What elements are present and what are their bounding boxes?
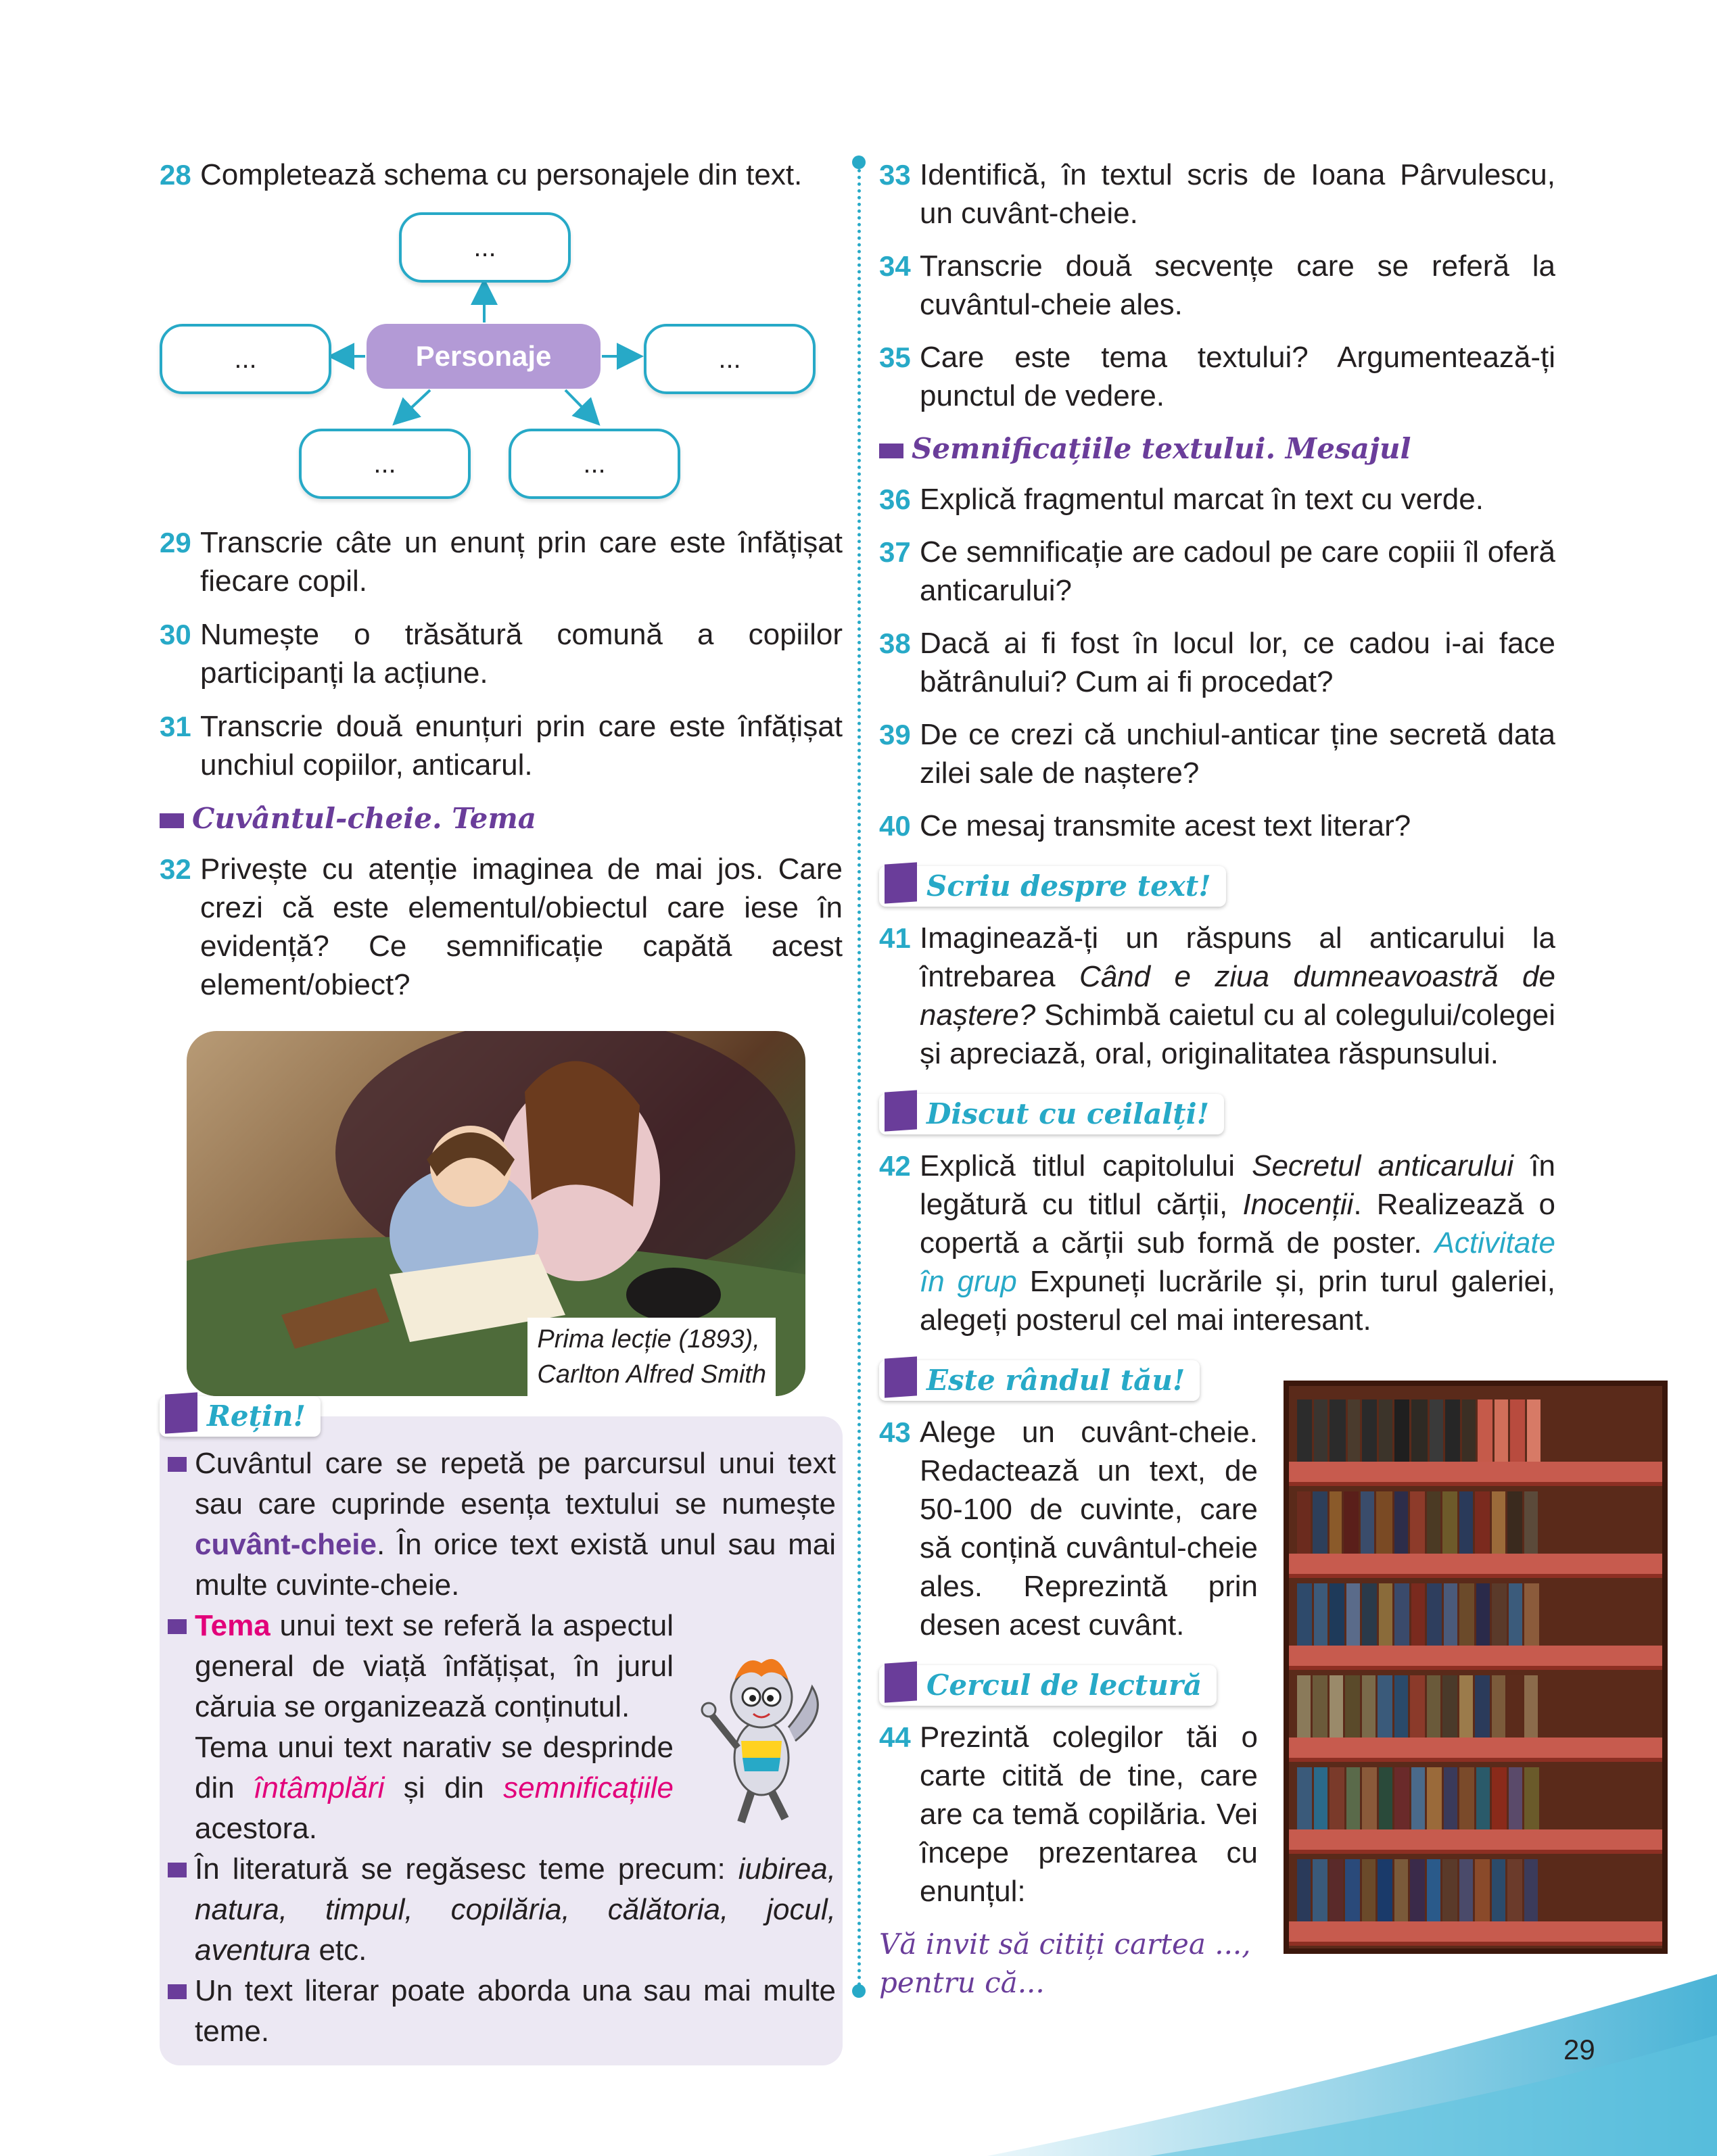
- label-text: Discut cu ceilalți!: [926, 1097, 1210, 1130]
- book-title: Inocenții: [1242, 1188, 1354, 1221]
- text: și din: [384, 1771, 504, 1804]
- caption-line-1: Prima lecție (1893),: [537, 1325, 760, 1354]
- question-number: 41: [879, 922, 911, 954]
- question-number: 38: [879, 627, 911, 659]
- question-number: 33: [879, 159, 911, 191]
- text: Un text literar poate aborda una sau mai multe teme.: [195, 1974, 836, 2048]
- keyword-cuvant-cheie: cuvânt-cheie: [195, 1528, 377, 1561]
- caption-line-2: Carlton Alfred Smith: [537, 1360, 766, 1389]
- question-text: Alege un cuvânt-cheie. Redactează un text, de 50-100 de cuvinte, care să conțină cuvântul-cheie ales. Reprezintă prin desen acest cuvânt.: [920, 1416, 1258, 1642]
- question-text: Transcrie două secvențe care se referă la cuvântul-cheie ales.: [920, 249, 1555, 321]
- question-text: Ce mesaj transmite acest text literar?: [920, 809, 1411, 842]
- question-number: 29: [160, 527, 191, 558]
- group-activity-tag: Activitate în grup: [920, 1226, 1555, 1298]
- text: Cuvântul care se repetă pe parcursul unui text sau care cuprinde esența textului se numește: [195, 1447, 836, 1520]
- question-text: Privește cu atenție imaginea de mai jos. Care crezi că este elementul/obiectul care iese în evidență? Ce semnificație capătă acest element/obiect?: [200, 853, 843, 1001]
- question-text: Numește o trăsătură comună a copiilor participanți la acțiune.: [200, 618, 843, 690]
- question-italic: Când e ziua dumneavoastră de naștere?: [920, 960, 1555, 1032]
- question-text: Schimbă caietul cu al colegului/colegei și apreciază, oral, originalitatea răspunsului.: [920, 999, 1555, 1070]
- question-number: 36: [879, 483, 911, 515]
- label-text: Scriu despre text!: [926, 869, 1211, 903]
- retin-label-text: Rețin!: [207, 1399, 306, 1433]
- text: unui text se referă la aspectul general de viață înfățișat, în jurul căruia se organizează conținutul.: [195, 1609, 674, 1723]
- diagram-node-top[interactable]: ...: [399, 212, 571, 283]
- question-text: Explică titlul capitolului: [920, 1149, 1252, 1182]
- label-text: Este rândul tău!: [926, 1364, 1185, 1397]
- keyword-tema: Tema: [195, 1609, 271, 1642]
- prompt-sentence: Vă invit să citiți cartea ..., pentru că...: [879, 1927, 1251, 1999]
- chapter-title: Secretul anticarului: [1252, 1149, 1514, 1182]
- question-number: 28: [160, 159, 191, 191]
- text: . În orice text există unul sau mai multe cuvinte-cheie.: [195, 1528, 836, 1602]
- question-number: 37: [879, 536, 911, 568]
- question-number: 32: [160, 853, 191, 885]
- question-text: De ce crezi că unchiul-anticar ține secretă data zilei sale de naștere?: [920, 718, 1555, 790]
- question-text: . Realizează o copertă a cărții sub formă de poster.: [920, 1188, 1555, 1260]
- question-text: în legătură cu titlul cărții,: [920, 1149, 1555, 1221]
- question-number: 35: [879, 341, 911, 373]
- diagram-node-left[interactable]: ...: [160, 324, 331, 394]
- question-text: Identifică, în textul scris de Ioana Pârvulescu, un cuvânt-cheie.: [920, 158, 1555, 230]
- text: În literatură se regăsesc teme precum:: [195, 1852, 738, 1886]
- question-number: 43: [879, 1416, 911, 1448]
- diagram-node-bottom-left[interactable]: ...: [299, 429, 471, 499]
- question-number: 42: [879, 1150, 911, 1182]
- question-number: 40: [879, 810, 911, 842]
- text: etc.: [310, 1934, 367, 1967]
- text: Tema unui text narativ se desprinde din: [195, 1731, 674, 1804]
- question-text: Explică fragmentul marcat în text cu verde.: [920, 483, 1484, 516]
- question-text: Expuneți lucrările și, prin turul galeriei, alegeți posterul cel mai interesant.: [920, 1265, 1556, 1337]
- label-text: Cercul de lectură: [926, 1669, 1202, 1702]
- theme-list: iubirea, natura, timpul, copilăria, călătoria, jocul, aventura: [195, 1852, 836, 1967]
- question-text: Transcrie câte un enunț prin care este înfățișat fiecare copil.: [200, 526, 843, 598]
- question-number: 34: [879, 250, 911, 282]
- section-title: Cuvântul-cheie. Tema: [192, 802, 537, 835]
- question-text: Care este tema textului? Argumentează-ți punctul de vedere.: [920, 341, 1555, 412]
- page-number: 29: [1563, 2034, 1595, 2065]
- text: acestora.: [195, 1812, 317, 1845]
- question-text: Transcrie două enunțuri prin care este înfățișat unchiul copiilor, anticarul.: [200, 710, 843, 782]
- question-text: Imaginează-ți un răspuns al anticarului la întrebarea: [920, 921, 1555, 993]
- question-number: 31: [160, 711, 191, 742]
- question-text: Completează schema cu personajele din text.: [200, 158, 803, 191]
- diagram-node-bottom-right[interactable]: ...: [509, 429, 680, 499]
- diagram-center-node: Personaje: [367, 324, 601, 389]
- diagram-node-right[interactable]: ...: [644, 324, 816, 394]
- question-number: 44: [879, 1721, 911, 1753]
- question-text: Ce semnificație are cadoul pe care copiii îl oferă anticarului?: [920, 535, 1555, 607]
- keyword-semnificatiile: semnificațiile: [503, 1771, 674, 1804]
- question-number: 30: [160, 619, 191, 650]
- section-title: Semnificațiile textului. Mesajul: [912, 432, 1411, 465]
- question-text: Dacă ai fi fost în locul lor, ce cadou i-ai face bătrânului? Cum ai fi procedat?: [920, 627, 1555, 698]
- question-text: Prezintă colegilor tăi o carte citită de tine, care are ca temă copilăria. Vei începe prezentarea cu enunțul:: [920, 1721, 1258, 1908]
- keyword-intamplari: întâmplări: [254, 1771, 385, 1804]
- question-number: 39: [879, 719, 911, 750]
